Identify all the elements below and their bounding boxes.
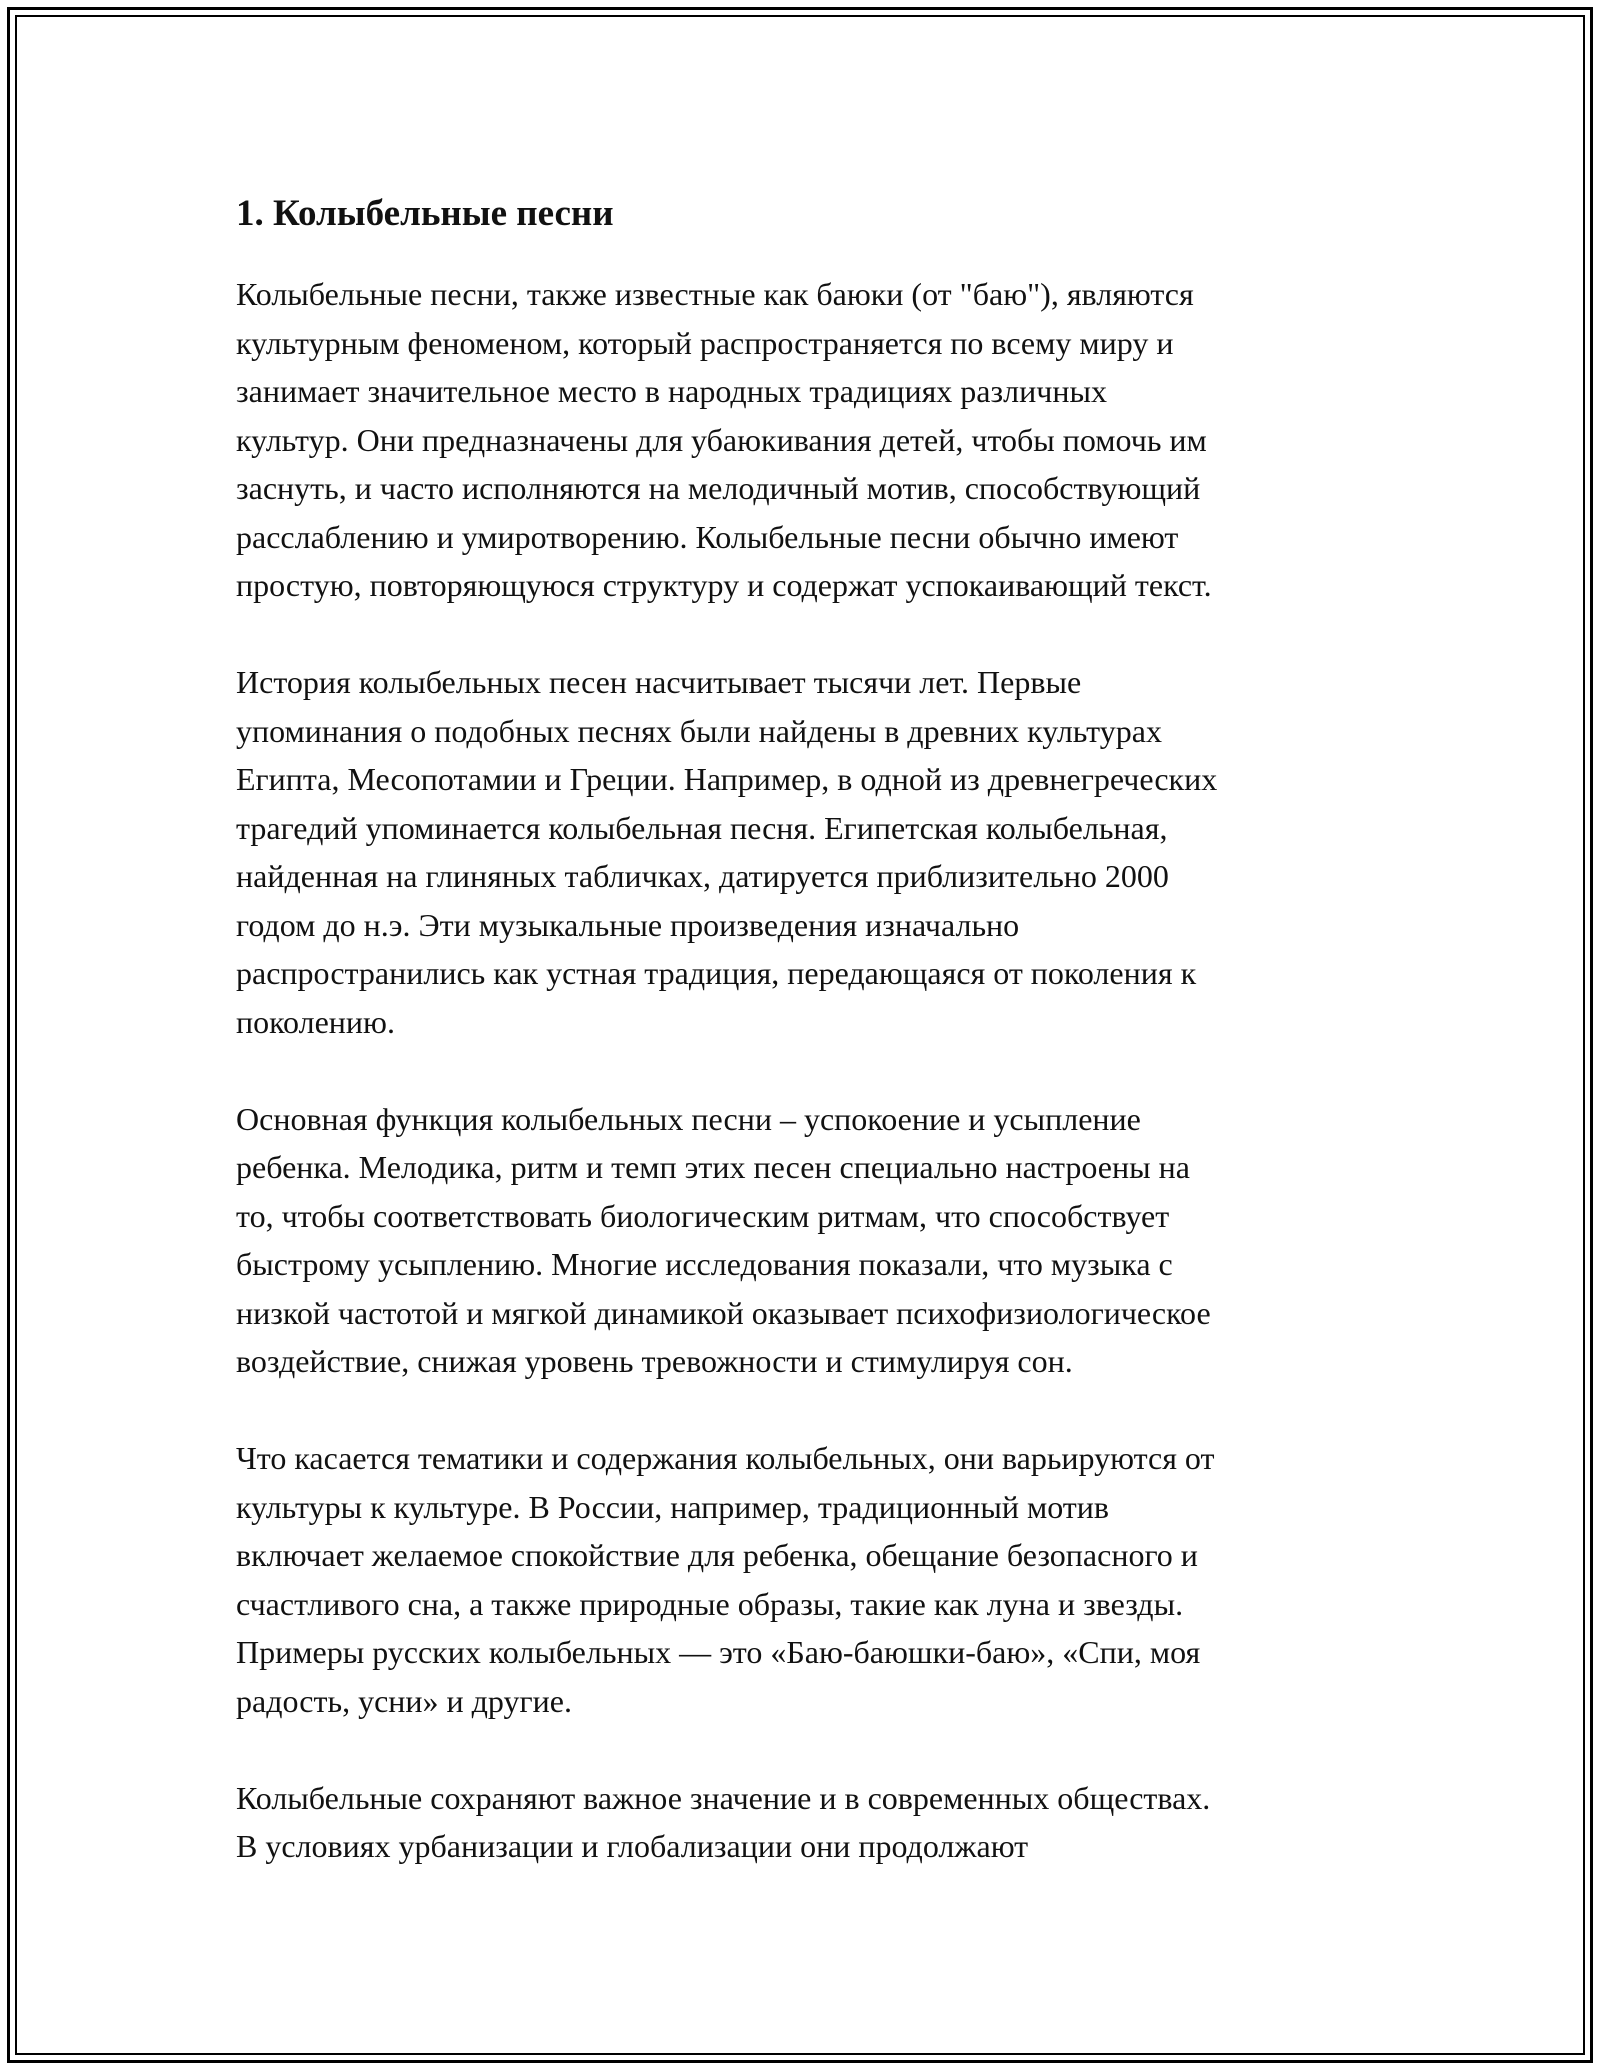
paragraph-modern: Колыбельные сохраняют важное значение и в современных обществах. В условиях урбанизации и глобализации они продолжают <box>236 1779 1211 1864</box>
paragraph-function: Основная функция колыбельных песни – успокоение и усыпление ребенка. Мелодика, ритм и темп этих песен специально настроены на то, чтобы соответствовать биологическим ритмам, что способствует быстрому усыплению. Многие исследования показали, что музыка с низкой частотой и мягкой динамикой оказывает психофизиологическое воздействие, снижая уровень тревожности и стимулируя сон. <box>236 1100 1211 1379</box>
section-heading: 1. Колыбельные песни <box>236 193 614 234</box>
paragraph-intro: Колыбельные песни, также известные как баюки (от "баю"), являются культурным феноменом, который распространяется по всему миру и занимает значительное место в народных традициях различных культур. Они предназначены для убаюкивания детей, чтобы помочь им заснуть, и часто исполняются на мелодичный мотив, способствующий расслаблению и умиротворению. Колыбельные песни обычно имеют простую, повторяющуюся структуру и содержат успокаивающий текст. <box>236 276 1212 603</box>
document-body <box>236 182 1376 1919</box>
paragraph-themes: Что касается тематики и содержания колыбельных, они варьируются от культуры к культуре. В России, например, традиционный мотив включает желаемое спокойствие для ребенка, обещание безопасного и счастливого сна, а также природные образы, такие как луна и звезды. Примеры русских колыбельных — это «Баю-баюшки-баю», «Спи, моя радость, усни» и другие. <box>236 1440 1215 1719</box>
paragraph-history: История колыбельных песен насчитывает тысячи лет. Первые упоминания о подобных песнях были найдены в древних культурах Египта, Месопотамии и Греции. Например, в одной из древнегреческих трагедий упоминается колыбельная песня. Египетская колыбельная, найденная на глиняных табличках, датируется приблизительно 2000 годом до н.э. Эти музыкальные произведения изначально распространились как устная традиция, передающаяся от поколения к поколению. <box>236 664 1218 1040</box>
